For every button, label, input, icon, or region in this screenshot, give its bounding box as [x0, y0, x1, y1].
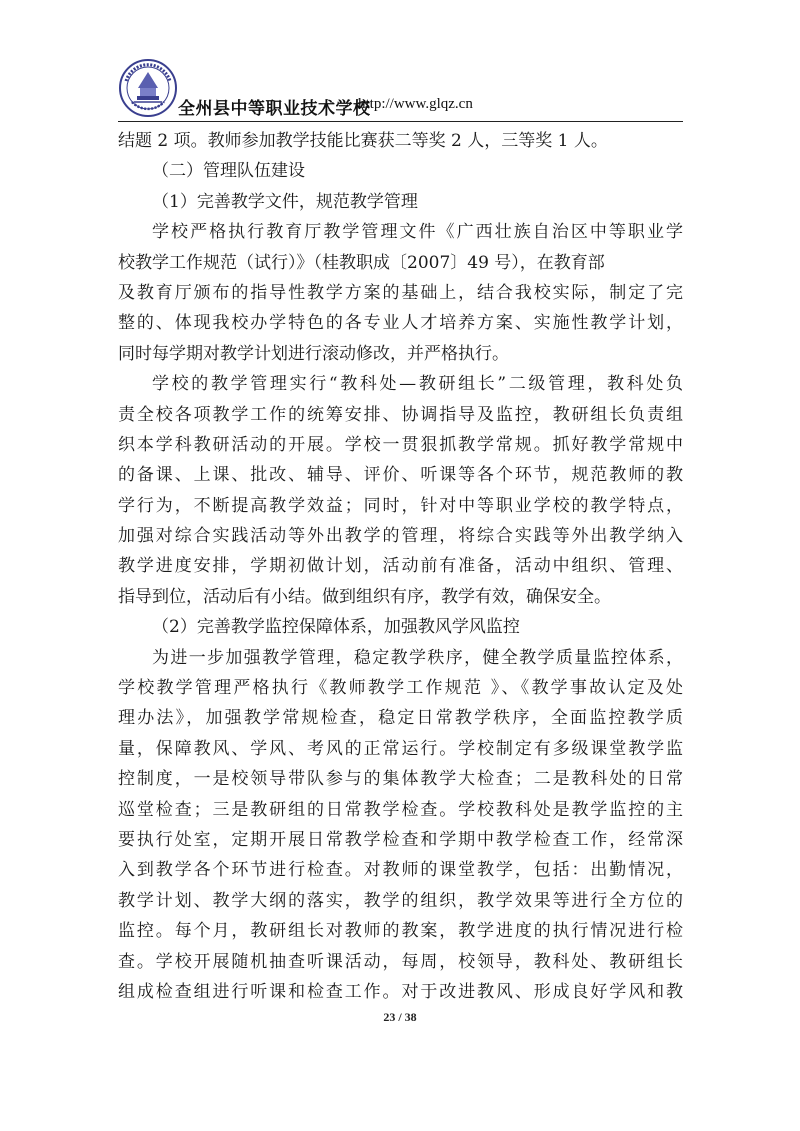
school-emblem-icon	[118, 58, 178, 118]
text-line: 巡堂检查；三是教研组的日常教学检查。学校教科处是教学监控的主	[118, 799, 683, 820]
text-line: 学校教学管理严格执行《教师教学工作规范 》、《教学事故认定及处	[118, 678, 683, 699]
text-line: 入到教学各个环节进行检查。对教师的课堂教学，包括：出勤情况，	[118, 860, 683, 881]
text-line: 监控。每个月，教研组长对教师的教案，教学进度的执行情况进行检	[118, 921, 683, 942]
text-line: 要执行处室，定期开展日常教学检查和学期中教学检查工作，经常深	[118, 829, 683, 850]
text-line: 织本学科教研活动的开展。学校一贯狠抓教学常规。抓好教学常规中	[118, 434, 683, 455]
school-name: 全州县中等职业技术学校	[178, 99, 371, 119]
text-line: 及教育厅颁布的指导性教学方案的基础上，结合我校实际，制定了完	[118, 282, 683, 303]
school-url: http://www.glqz.cn	[358, 96, 473, 112]
text-line: 学校的教学管理实行“教科处—教研组长”二级管理，教科处负	[152, 374, 683, 395]
text-line: 责全校各项教学工作的统筹安排、协调指导及监控，教研组长负责组	[118, 404, 683, 425]
text-line: 教学计划、教学大纲的落实，教学的组织，教学效果等进行全方位的	[118, 890, 683, 911]
text-line: 量，保障教风、学风、考风的正常运行。学校制定有多级课堂教学监	[118, 738, 683, 759]
page-number: 23 / 38	[383, 1010, 417, 1024]
text-line: （二）管理队伍建设	[152, 161, 305, 182]
text-line: （2）完善教学监控保障体系，加强教风学风监控	[152, 617, 520, 638]
text-line: 同时每学期对教学计划进行滚动修改，并严格执行。	[118, 343, 509, 364]
text-line: 的备课、上课、批改、辅导、评价、听课等各个环节，规范教师的教	[118, 465, 683, 486]
header-divider	[118, 121, 683, 122]
text-line: 教学进度安排，学期初做计划，活动前有准备，活动中组织、管理、	[118, 556, 683, 577]
page-header	[118, 52, 683, 124]
text-line: 指导到位，活动后有小结。做到组织有序，教学有效，确保安全。	[118, 586, 611, 607]
text-line: 加强对综合实践活动等外出教学的管理，将综合实践等外出教学纳入	[118, 526, 683, 547]
text-line: 组成检查组进行听课和检查工作。对于改进教风、形成良好学风和教	[118, 981, 683, 1002]
text-line: 学行为，不断提高教学效益；同时，针对中等职业学校的教学特点，	[118, 495, 683, 516]
text-line: 校教学工作规范（试行）》（桂教职成〔2007〕49 号），在教育部	[118, 252, 605, 273]
text-line: 为进一步加强教学管理，稳定教学秩序，健全教学质量监控体系，	[152, 647, 683, 668]
text-line: 整的、体现我校办学特色的各专业人才培养方案、实施性教学计划，	[118, 313, 683, 334]
text-line: 控制度，一是校领导带队参与的集体教学大检查；二是教科处的日常	[118, 769, 683, 790]
text-line: 查。学校开展随机抽查听课活动，每周，校领导，教科处、教研组长	[118, 951, 683, 972]
document-body	[118, 126, 683, 1007]
text-line: （1）完善教学文件，规范教学管理	[152, 191, 418, 212]
text-line: 结题 2 项。教师参加教学技能比赛获二等奖 2 人，三等奖 1 人。	[118, 131, 608, 151]
text-line: 学校严格执行教育厅教学管理文件《广西壮族自治区中等职业学	[152, 222, 683, 243]
text-line: 理办法》，加强教学常规检查，稳定日常教学秩序，全面监控教学质	[118, 708, 683, 729]
